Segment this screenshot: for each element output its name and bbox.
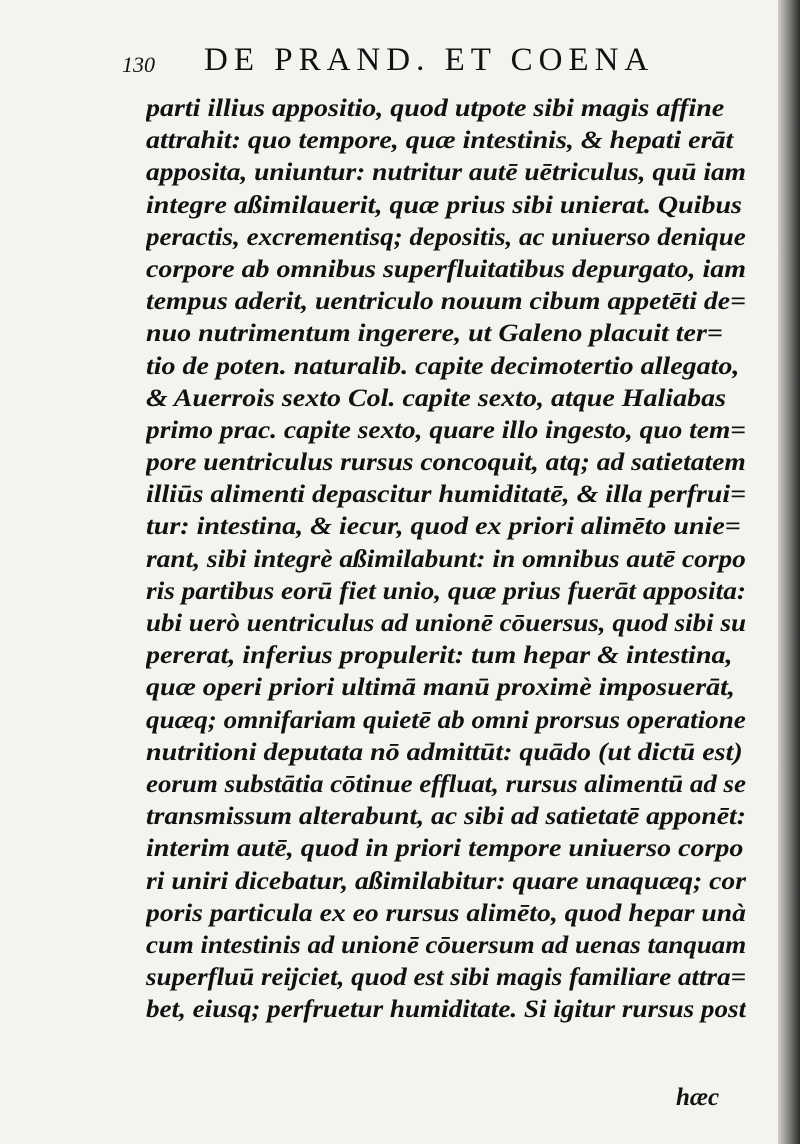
text-line: primo prac. capite sexto, quare illo ingesto, quo tem= bbox=[146, 416, 746, 444]
page-number: 130 bbox=[122, 52, 155, 77]
text-line: bet, eiusq; perfruetur humiditate. Si igitur rursus post bbox=[146, 996, 746, 1024]
text-line: nuo nutrimentum ingerere, ut Galeno placuit ter= bbox=[146, 320, 723, 348]
text-line: tio de poten. naturalib. capite decimotertio allegato, bbox=[146, 352, 740, 380]
text-line: peractis, excrementisq; depositis, ac uniuerso denique bbox=[146, 223, 746, 251]
text-line: quæq; omnifariam quietē ab omni prorsus operatione bbox=[146, 706, 746, 734]
text-line: pore uentriculus rursus concoquit, atq; ad satietatem bbox=[146, 449, 746, 477]
text-line: pererat, inferius propulerit: tum hepar & intestina, bbox=[146, 642, 733, 670]
text-line: transmissum alterabunt, ac sibi ad satietatē apponēt: bbox=[146, 803, 746, 831]
text-line: interim autē, quod in priori tempore uniuerso corpo bbox=[146, 835, 744, 863]
text-line: corpore ab omnibus superfluitatibus depurgato, iam bbox=[146, 255, 746, 283]
text-line: apposita, uniuntur: nutritur autē uētriculus, quū iam bbox=[146, 159, 746, 187]
text-line: tempus aderit, uentriculo nouum cibum appetēti de= bbox=[146, 288, 746, 316]
text-line: nutritioni deputata nō admittūt: quādo (ut dictū est) bbox=[146, 738, 743, 766]
running-title: DE PRAND. ET COENA bbox=[204, 42, 655, 78]
text-line: superfluū reijciet, quod est sibi magis familiare attra= bbox=[146, 964, 746, 992]
text-line: poris particula ex eo rursus alimēto, quod hepar unà bbox=[146, 899, 746, 927]
text-line: quæ operi priori ultimā manū proximè imposuerāt, bbox=[146, 674, 735, 702]
text-line: ubi uerò uentriculus ad unionē cōuersus, quod sibi su bbox=[146, 610, 746, 637]
text-line: parti illius appositio, quod utpote sibi magis affine bbox=[146, 95, 725, 122]
text-line: ris partibus eorū fiet unio, quæ prius fuerāt apposita: bbox=[146, 577, 746, 605]
text-line: illiūs alimenti depascitur humiditatē, & illa perfrui= bbox=[146, 481, 746, 509]
catchword: hæc bbox=[676, 1084, 720, 1111]
text-line: attrahit: quo tempore, quæ intestinis, & hepati erāt bbox=[146, 127, 734, 155]
text-line: eorum substātia cōtinue effluat, rursus alimentū ad se bbox=[146, 770, 746, 798]
text-line: ri uniri dicebatur, aßimilabitur: quare unaquæq; cor bbox=[146, 867, 746, 895]
text-line: & Auerrois sexto Col. capite sexto, atque Haliabas bbox=[146, 384, 726, 412]
body-text bbox=[146, 93, 746, 1026]
text-line: tur: intestina, & iecur, quod ex priori alimēto unie= bbox=[146, 513, 741, 541]
text-line: cum intestinis ad unionē cōuersum ad uenas tanquam bbox=[146, 931, 746, 959]
next-page-edge bbox=[778, 0, 800, 1144]
text-line: integre aßimilauerit, quæ prius sibi unierat. Quibus bbox=[146, 191, 742, 219]
text-line: rant, sibi integrè aßimilabunt: in omnibus autē corpo bbox=[146, 545, 746, 573]
page-header bbox=[122, 42, 662, 86]
